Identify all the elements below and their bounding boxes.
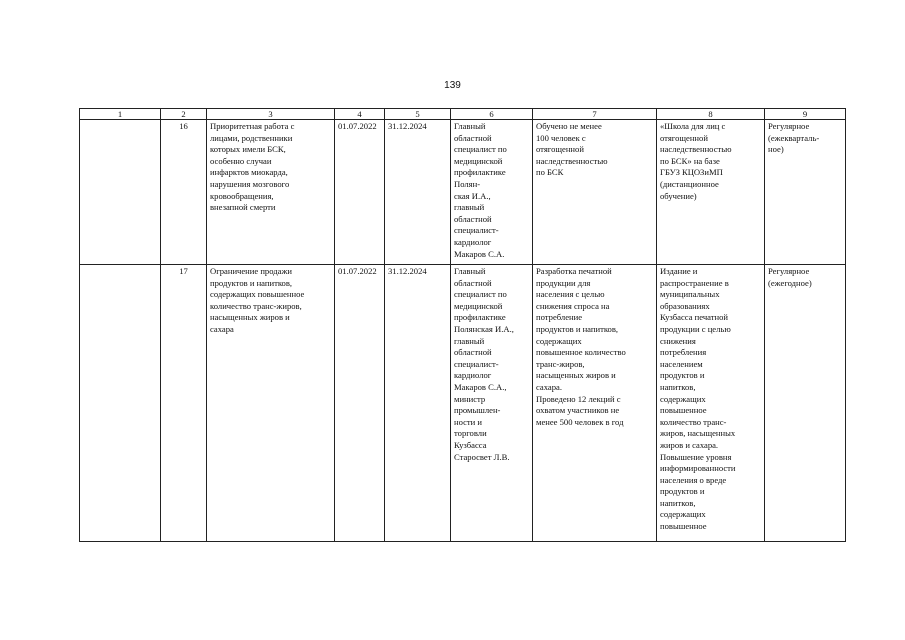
cell-periodicity: Регулярное (ежегодное)	[765, 265, 846, 542]
cell-end-date: 31.12.2024	[385, 265, 451, 542]
cell-responsible: Главный областной специалист по медицинской профилактике Полянская И.А., главный областной специалист- кардиолог Макаров С.А., министр промышлен- ности и торговли Кузбасса Старосвет Л.В.	[451, 265, 533, 542]
header-cell-3: 3	[207, 109, 335, 120]
header-cell-1: 1	[80, 109, 161, 120]
header-cell-9: 9	[765, 109, 846, 120]
cell-col1	[80, 265, 161, 542]
page-number: 139	[444, 80, 461, 91]
plan-table	[79, 108, 846, 542]
cell-event: Ограничение продажи продуктов и напитков, содержащих повышенное количество транс-жиров, насыщенных жиров и сахара	[207, 265, 335, 542]
header-cell-6: 6	[451, 109, 533, 120]
header-cell-8: 8	[657, 109, 765, 120]
cell-periodicity: Регулярное (ежекварталь- ное)	[765, 120, 846, 265]
cell-form	[657, 265, 765, 542]
header-cell-2: 2	[161, 109, 207, 120]
cell-event: Приоритетная работа с лицами, родственники которых имели БСК, особенно случаи инфарктов миокарда, нарушения мозгового кровообращения, внезапной смерти	[207, 120, 335, 265]
cell-start-date: 01.07.2022	[335, 120, 385, 265]
cell-end-date: 31.12.2024	[385, 120, 451, 265]
cell-form-text: Издание и распространение в муниципальных образованиях Кузбасса печатной продукции с целью снижения потребления населением продуктов и напитков, содержащих повышенное количество транс- жиров, насыщенных жиров и сахара. Повышение уровня информированности населения о вреде продуктов и напитков, содержащих повышенное	[660, 266, 736, 532]
cell-result: Разработка печатной продукции для населения с целью снижения спроса на потребление продуктов и напитков, содержащих повышенное количество транс-жиров, насыщенных жиров и сахара. Проведено 12 лекций с охватом участников не менее 500 человек в год	[533, 265, 657, 542]
table-header-row	[80, 109, 846, 120]
table-row	[80, 120, 846, 265]
cell-item-number: 17	[161, 265, 207, 542]
cell-responsible: Главный областной специалист по медицинской профилактике Полян- ская И.А., главный областной специалист- кардиолог Макаров С.А.	[451, 120, 533, 265]
cell-item-number: 16	[161, 120, 207, 265]
header-cell-7: 7	[533, 109, 657, 120]
header-cell-5: 5	[385, 109, 451, 120]
cell-form: «Школа для лиц с отягощенной наследственностью по БСК» на базе ГБУЗ КЦОЗиМП (дистанционное обучение)	[657, 120, 765, 265]
cell-col1	[80, 120, 161, 265]
header-cell-4: 4	[335, 109, 385, 120]
cell-start-date: 01.07.2022	[335, 265, 385, 542]
table-row	[80, 265, 846, 542]
cell-result: Обучено не менее 100 человек с отягощенной наследственностью по БСК	[533, 120, 657, 265]
